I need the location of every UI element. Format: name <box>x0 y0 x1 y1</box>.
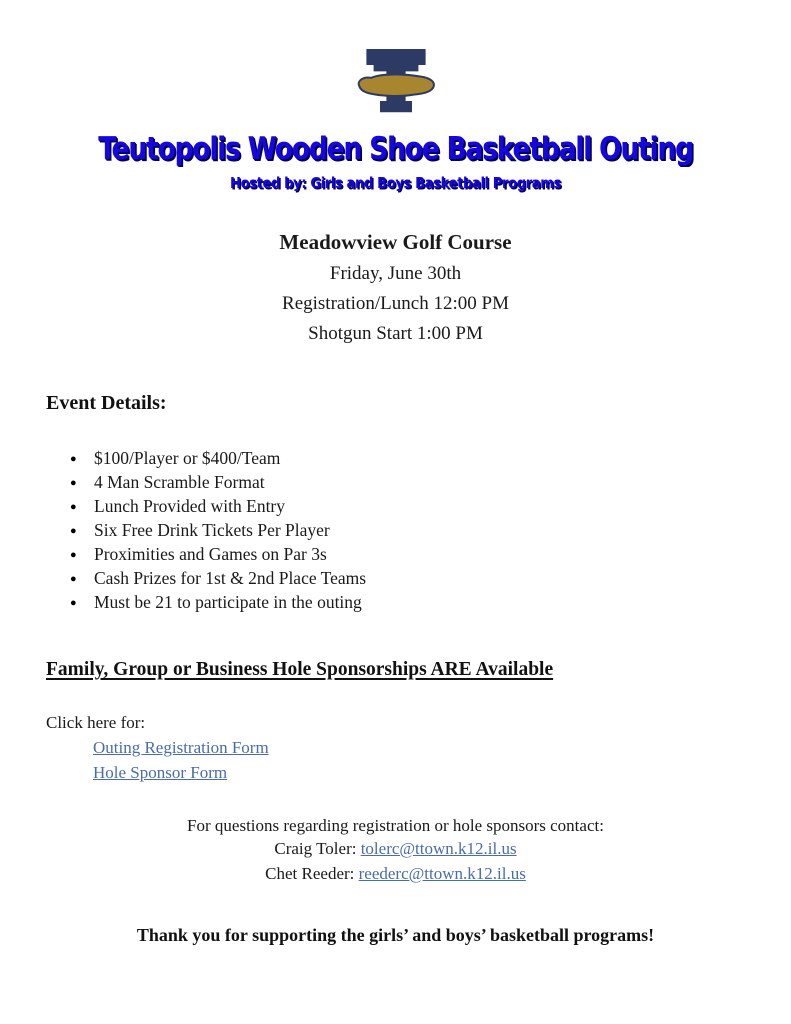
contact-row <box>46 836 745 861</box>
registration-time: Registration/Lunch 12:00 PM <box>282 293 509 314</box>
page-title: Teutopolis Wooden Shoe Basketball Outing <box>98 131 693 167</box>
event-details-list <box>46 446 745 614</box>
list-item: ● Cash Prizes for 1st & 2nd Place Teams <box>46 566 745 590</box>
contact-block <box>46 816 745 886</box>
event-details-heading: Event Details: <box>46 392 167 414</box>
list-item: ● 4 Man Scramble Format <box>46 470 745 494</box>
outing-registration-form-link[interactable]: Outing Registration Form <box>93 738 269 757</box>
t-wooden-shoe-logo-graphic <box>355 45 437 117</box>
shotgun-start-time: Shotgun Start 1:00 PM <box>308 323 483 344</box>
list-item: ● Lunch Provided with Entry <box>46 494 745 518</box>
page-subtitle: Hosted by: Girls and Boys Basketball Programs <box>229 174 562 192</box>
contact-name: Craig Toler: <box>274 839 361 858</box>
link-row <box>46 736 745 761</box>
event-info-block <box>46 230 745 345</box>
wooden-shoe-shape <box>358 74 433 96</box>
contact-row <box>46 861 745 886</box>
event-date: Friday, June 30th <box>329 263 462 284</box>
list-item: ● $100/Player or $400/Team <box>46 446 745 470</box>
list-item: ● Proximities and Games on Par 3s <box>46 542 745 566</box>
thank-you-message: Thank you for supporting the girls’ and boys’ basketball programs! <box>136 925 655 945</box>
venue-name: Meadowview Golf Course <box>279 230 512 254</box>
link-row <box>46 761 745 786</box>
craig-toler-email-link[interactable]: tolerc@ttown.k12.il.us <box>360 839 517 858</box>
contact-name: Chet Reeder: <box>265 864 359 883</box>
contact-intro: For questions regarding registration or hole sponsors contact: <box>187 816 604 835</box>
sponsorship-heading: Family, Group or Business Hole Sponsorships ARE Available <box>46 659 554 680</box>
list-item: ● Six Free Drink Tickets Per Player <box>46 518 745 542</box>
hole-sponsor-form-link[interactable]: Hole Sponsor Form <box>93 763 228 782</box>
list-item: ● Must be 21 to participate in the outing <box>46 590 745 614</box>
click-here-intro: Click here for: <box>46 713 146 732</box>
chet-reeder-email-link[interactable]: reederc@ttown.k12.il.us <box>358 864 526 883</box>
school-logo <box>46 45 745 117</box>
form-links <box>46 736 745 786</box>
